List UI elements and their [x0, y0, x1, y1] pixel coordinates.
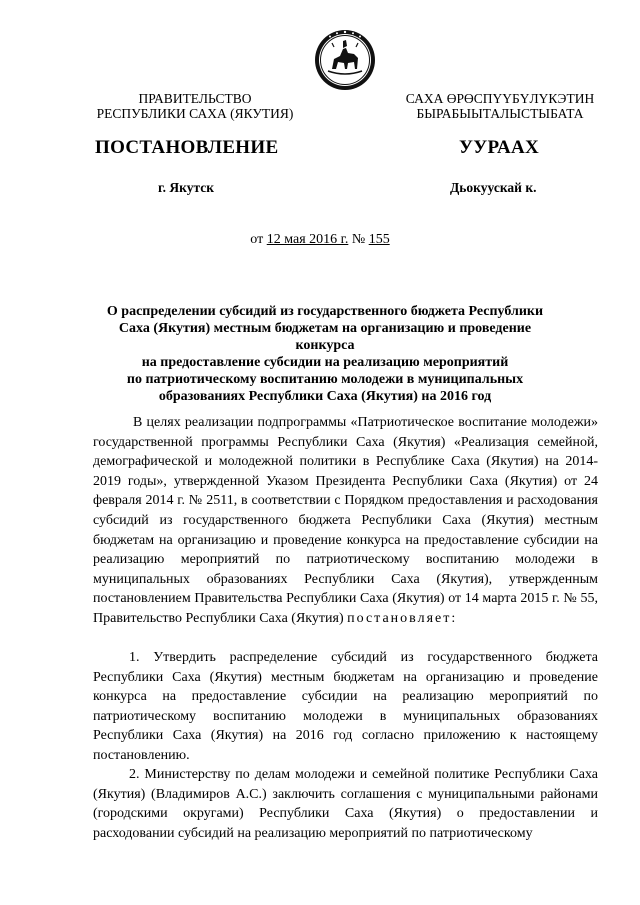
date-prefix: от: [250, 232, 264, 247]
header-left: [80, 91, 310, 121]
document-type-title-sakha: УУРААХ: [459, 137, 540, 158]
coat-of-arms-icon: [310, 25, 380, 95]
document-number: 155: [368, 232, 390, 247]
title-line: образованиях Республики Саха (Якутия) на 2016 год: [158, 389, 492, 404]
city-label: г. Якутск: [158, 180, 215, 195]
item-2-text: 2. Министерству по делам молодежи и семейной политике Республики Саха (Якутия) (Владимиров А.С.) заключить соглашения с муниципальными районами (городскими округами) Республики Саха (Якутия) о предоставлении и расходовании субсидий на реализацию мероприятий по патриотическому: [93, 767, 598, 841]
city-label-sakha: Дьокуускай к.: [450, 180, 537, 195]
header-right-line2: БЫРАБЫЫТАЛЫСТЫБАТА: [416, 106, 584, 121]
paragraph-item-2: [93, 765, 598, 843]
header-left-line2: РЕСПУБЛИКИ САХА (ЯКУТИЯ): [96, 106, 294, 121]
date-line: [0, 232, 640, 248]
number-sign: №: [351, 232, 366, 247]
header-left-line1: ПРАВИТЕЛЬСТВО: [138, 91, 252, 106]
item-1-text: 1. Утвердить распределение субсидий из государственного бюджета Республики Саха (Якутия) местным бюджетам на организацию и проведение конкурса на предоставление субсидии на реализацию мероприятий по патриотическому воспитанию молодежи в муниципальных образованиях Республики Саха (Якутия) на 2016 год согласно приложению к настоящему постановлению.: [93, 650, 598, 763]
emblem-graphic: [310, 25, 380, 95]
header-right-line1: САХА ӨРӨСПҮҮБҮЛҮКЭТИН: [405, 91, 595, 106]
paragraph-item-1: [93, 648, 598, 766]
header-right: [380, 91, 620, 121]
title-line: на предоставление субсидии на реализацию мероприятий: [141, 355, 509, 370]
preamble-text: В целях реализации подпрограммы «Патриотическое воспитание молодежи» государственной программы Республики Саха (Якутия) «Реализация семейной, демографической и молодежной политики в Республике Саха (Якутия) на 2014-2019 годы», утвержденной Указом Президента Республики Саха (Якутия) от 24 февраля 2014 г. № 2511, в соответствии с Порядком предоставления и расходования субсидий из государственного бюджета Республики Саха (Якутия) местным бюджетам на организацию и проведение конкурса на предоставление субсидии на реализацию мероприятий по патриотическому воспитанию молодежи в муниципальных образованиях Республики Саха (Якутия), утвержденным постановлением Правительства Республики Саха (Якутия) от 14 марта 2015 г. № 55, Правительство Республики Саха (Якутия): [93, 415, 598, 626]
document-type-title: ПОСТАНОВЛЕНИЕ: [95, 137, 279, 158]
resolution-word: постановляет:: [347, 610, 458, 626]
title-line: Саха (Якутия) местным бюджетам на организацию и проведение конкурса: [118, 321, 532, 353]
paragraph-preamble: [93, 413, 598, 629]
document-title: [95, 303, 555, 405]
title-line: по патриотическому воспитанию молодежи в муниципальных: [126, 372, 524, 387]
title-line: О распределении субсидий из государственного бюджета Республики: [106, 304, 544, 319]
document-date: 12 мая 2016 г.: [266, 232, 349, 247]
